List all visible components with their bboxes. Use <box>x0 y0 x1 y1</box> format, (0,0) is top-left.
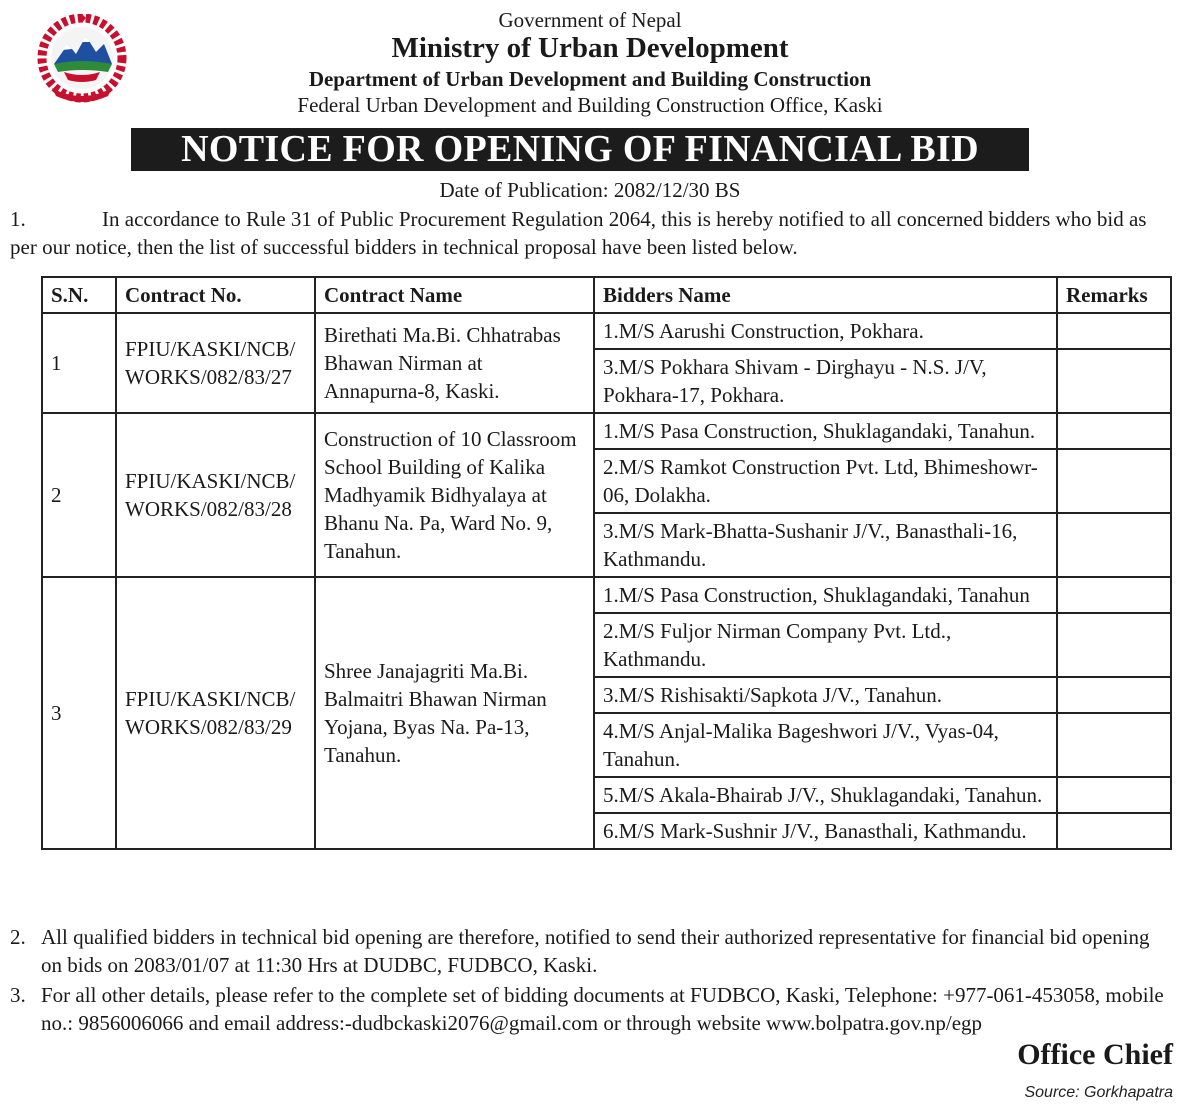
cell-bidder: 3.M/S Mark-Bhatta-Sushanir J/V., Banasthali-16, Kathmandu. <box>594 513 1057 577</box>
header-contract-no: Contract No. <box>116 277 315 313</box>
cell-sn: 2 <box>42 413 116 577</box>
government-title: Government of Nepal <box>498 8 682 32</box>
department-title: Department of Urban Development and Building Construction <box>308 67 872 91</box>
cell-sn: 1 <box>42 313 116 413</box>
table-row <box>42 313 1171 349</box>
paragraph-1 <box>10 205 1172 261</box>
cell-bidder: 5.M/S Akala-Bhairab J/V., Shuklagandaki, Tanahun. <box>594 777 1057 813</box>
cell-contract-no: FPIU/KASKI/NCB/ WORKS/082/83/28 <box>116 413 315 577</box>
cell-contract-no: FPIU/KASKI/NCB/ WORKS/082/83/29 <box>116 577 315 849</box>
office-title: Federal Urban Development and Building Construction Office, Kaski <box>297 93 883 117</box>
paragraph-2-text: All qualified bidders in technical bid opening are therefore, notified to send their authorized representative for financial bid opening on bids on 2083/01/07 at 11:30 Hrs at DUDBC, FUDBCO, Kaski. <box>41 925 1150 977</box>
publication-date: Date of Publication: 2082/12/30 BS <box>439 178 741 202</box>
cell-contract-name: Construction of 10 Classroom School Building of Kalika Madhyamik Bidhyalaya at Bhanu Na. Pa, Ward No. 9, Tanahun. <box>315 413 594 577</box>
paragraph-1-text: In accordance to Rule 31 of Public Procurement Regulation 2064, this is hereby notified to all concerned bidders who bid as per our notice, then the list of successful bidders in technical proposal have been listed below. <box>10 207 1147 259</box>
bidders-table <box>41 276 1172 850</box>
cell-bidder: 1.M/S Pasa Construction, Shuklagandaki, Tanahun. <box>594 413 1057 449</box>
header-remarks: Remarks <box>1057 277 1171 313</box>
paragraph-3-text: For all other details, please refer to the complete set of bidding documents at FUDBCO, Kaski, Telephone: +977-061-453058, mobile no.: 9856006066 and email address:-dudbckaski2076@gmail.com or through website www.bolpatra.gov.np/egp <box>41 983 1164 1035</box>
cell-remarks <box>1057 577 1171 613</box>
header-bidders-name: Bidders Name <box>594 277 1057 313</box>
cell-sn: 3 <box>42 577 116 849</box>
paragraph-2 <box>10 923 1172 979</box>
cell-bidder: 3.M/S Pokhara Shivam - Dirghayu - N.S. J/V, Pokhara-17, Pokhara. <box>594 349 1057 413</box>
cell-contract-no: FPIU/KASKI/NCB/ WORKS/082/83/27 <box>116 313 315 413</box>
cell-bidder: 3.M/S Rishisakti/Sapkota J/V., Tanahun. <box>594 677 1057 713</box>
table-row <box>42 413 1171 449</box>
cell-remarks <box>1057 449 1171 513</box>
cell-bidder: 4.M/S Anjal-Malika Bageshwori J/V., Vyas-04, Tanahun. <box>594 713 1057 777</box>
cell-remarks <box>1057 613 1171 677</box>
cell-remarks <box>1057 777 1171 813</box>
paragraph-1-number: 1. <box>10 207 26 231</box>
table-header-row <box>42 277 1171 313</box>
cell-remarks <box>1057 713 1171 777</box>
ministry-title: Ministry of Urban Development <box>391 32 789 64</box>
cell-bidder: 2.M/S Ramkot Construction Pvt. Ltd, Bhimeshowr-06, Dolakha. <box>594 449 1057 513</box>
paragraph-3 <box>10 981 1172 1037</box>
paragraph-2-number: 2. <box>10 925 26 949</box>
table-row <box>42 577 1171 613</box>
nepal-emblem-icon <box>34 14 130 106</box>
cell-remarks <box>1057 677 1171 713</box>
cell-bidder: 6.M/S Mark-Sushnir J/V., Banasthali, Kathmandu. <box>594 813 1057 849</box>
paragraph-3-number: 3. <box>10 983 26 1007</box>
source-credit: Source: Gorkhapatra <box>1024 1084 1173 1101</box>
cell-remarks <box>1057 513 1171 577</box>
cell-bidder: 1.M/S Pasa Construction, Shuklagandaki, Tanahun <box>594 577 1057 613</box>
header-sn: S.N. <box>42 277 116 313</box>
cell-bidder: 2.M/S Fuljor Nirman Company Pvt. Ltd., Kathmandu. <box>594 613 1057 677</box>
cell-bidder: 1.M/S Aarushi Construction, Pokhara. <box>594 313 1057 349</box>
cell-contract-name: Shree Janajagriti Ma.Bi. Balmaitri Bhawan Nirman Yojana, Byas Na. Pa-13, Tanahun. <box>315 577 594 849</box>
header-contract-name: Contract Name <box>315 277 594 313</box>
cell-contract-name: Birethati Ma.Bi. Chhatrabas Bhawan Nirman at Annapurna-8, Kaski. <box>315 313 594 413</box>
cell-remarks <box>1057 313 1171 349</box>
signature-office-chief: Office Chief <box>1017 1038 1173 1071</box>
cell-remarks <box>1057 813 1171 849</box>
cell-remarks <box>1057 413 1171 449</box>
cell-remarks <box>1057 349 1171 413</box>
notice-title-banner: NOTICE FOR OPENING OF FINANCIAL BID <box>131 128 1029 171</box>
